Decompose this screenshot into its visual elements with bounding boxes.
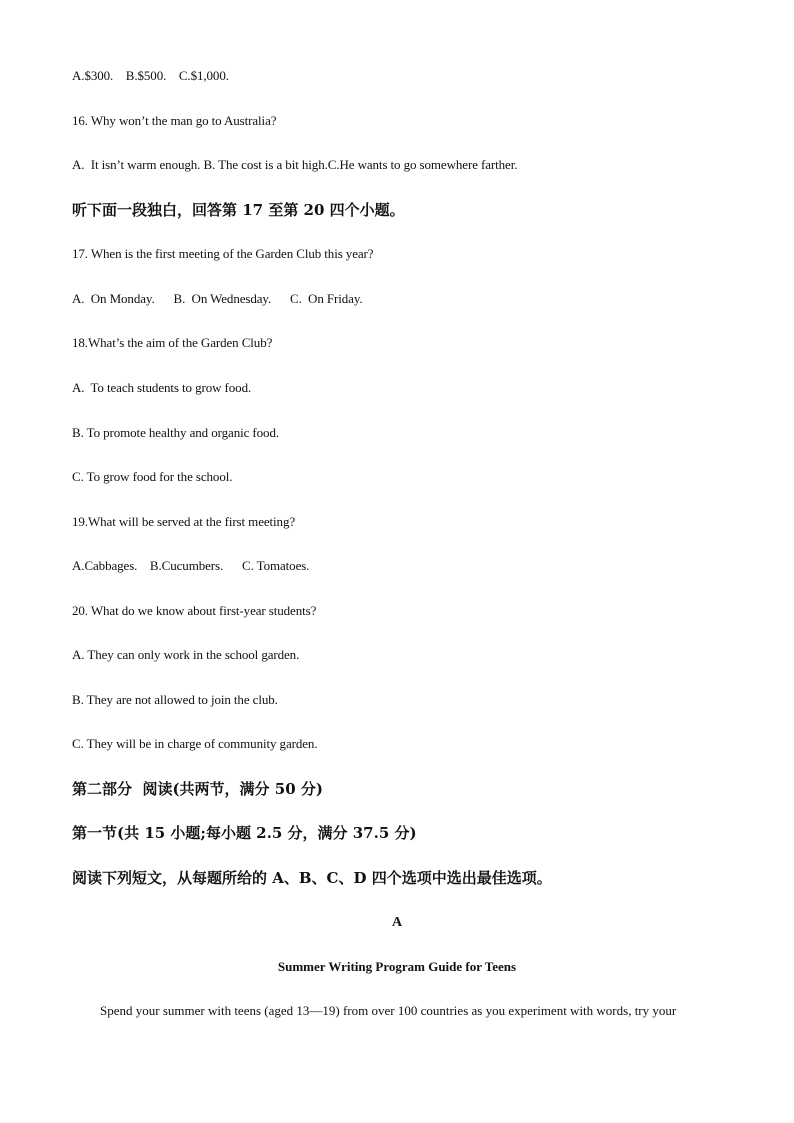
q16-options: A. It isn’t warm enough. B. The cost is a bit high.C.He wants to go somewhere farther.	[72, 157, 518, 172]
q20-option-c: C. They will be in charge of community garden.	[72, 736, 318, 751]
section1-heading: 第一节(共 15 小题;每小题 2.5 分，满分 37.5 分)	[72, 824, 417, 842]
q18-option-c: C. To grow food for the school.	[72, 469, 233, 484]
q17-question: 17. When is the first meeting of the Garden Club this year?	[72, 246, 374, 261]
section-monologue-heading: 听下面一段独白，回答第 17 至第 20 四个小题。	[72, 201, 405, 219]
q16-question: 16. Why won’t the man go to Australia?	[72, 113, 277, 128]
q18-option-a: A. To teach students to grow food.	[72, 380, 252, 395]
part2-heading: 第二部分 阅读(共两节，满分 50 分)	[72, 780, 323, 798]
reading-instruction: 阅读下列短文，从每题所给的 A、B、C、D 四个选项中选出最佳选项。	[72, 869, 552, 887]
passage-letter: A	[391, 915, 403, 930]
q18-option-b: B. To promote healthy and organic food.	[72, 425, 280, 440]
q15-options: A.$300. B.$500. C.$1,000.	[72, 68, 229, 83]
q20-option-b: B. They are not allowed to join the club.	[72, 692, 278, 707]
passage-first-line: Spend your summer with teens (aged 13—19) from over 100 countries as you experiment with words, try your	[100, 1003, 677, 1018]
q17-options: A. On Monday. B. On Wednesday. C. On Friday.	[72, 291, 363, 306]
q18-question: 18.What’s the aim of the Garden Club?	[72, 335, 273, 350]
q19-question: 19.What will be served at the first meeting?	[72, 514, 296, 529]
q19-options: A.Cabbages. B.Cucumbers. C. Tomatoes.	[72, 558, 310, 573]
passage-title: Summer Writing Program Guide for Teens	[277, 959, 517, 974]
q20-question: 20. What do we know about first-year students?	[72, 603, 317, 618]
q20-option-a: A. They can only work in the school garden.	[72, 647, 300, 662]
